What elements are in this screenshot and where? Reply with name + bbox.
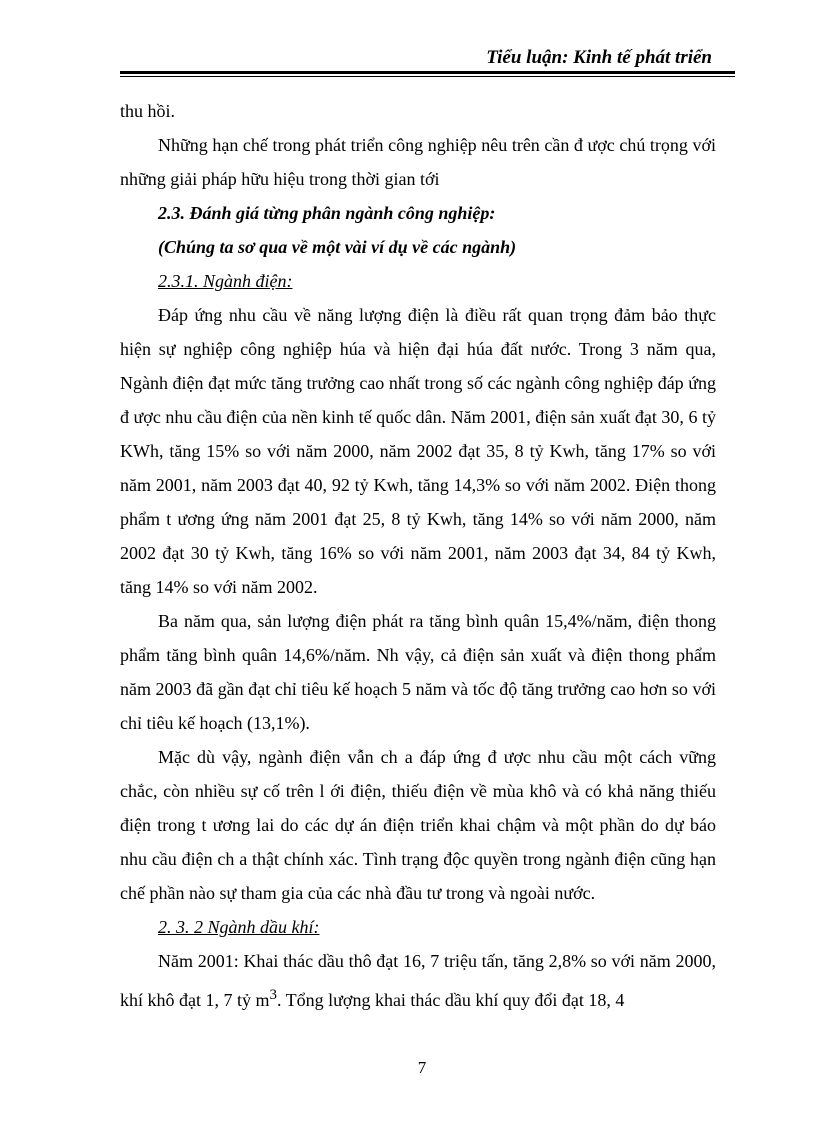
section-heading: 2.3. Đánh giá từng phân ngành công nghiệp:: [158, 203, 496, 223]
body-text: [120, 94, 716, 1017]
paragraph: Những hạn chế trong phát triển công nghiệp nêu trên cần đ ược chú trọng với những giải pháp hữu hiệu trong thời gian tới: [120, 135, 716, 189]
section-subtitle: (Chúng ta sơ qua về một vài ví dụ về các ngành): [158, 237, 517, 257]
superscript: 3: [269, 987, 277, 1003]
paragraph: [120, 944, 716, 1017]
header-title: Tiểu luận: Kinh tế phát triển: [486, 47, 712, 68]
paragraph: Ba năm qua, sản lượng điện phát ra tăng bình quân 15,4%/năm, điện thong phẩm tăng bình quân 14,6%/năm. Nh vậy, cả điện sản xuất và điện thong phẩm năm 2003 đã gần đạt chỉ tiêu kế hoạch 5 năm và tốc độ tăng trưởng cao hơn so với chỉ tiêu kế hoạch (13,1%).: [120, 611, 716, 733]
subsection-heading-electricity: 2.3.1. Ngành điện:: [158, 271, 293, 291]
header-rule-thin: [120, 76, 735, 77]
subsection-heading-oil-gas: 2. 3. 2 Ngành dầu khí:: [158, 917, 320, 937]
paragraph: Mặc dù vậy, ngành điện vẫn ch a đáp ứng đ ược nhu cầu một cách vững chắc, còn nhiều sự cố trên l ới điện, thiếu điện về mùa khô và có khả năng thiếu điện trong t ương lai do các dự án điện triển khai chậm và một phần do dự báo nhu cầu điện ch a thật chính xác. Tình trạng độc quyền trong ngành điện cũng hạn chế phần nào sự tham gia của các nhà đầu tư trong và ngoài nước.: [120, 747, 716, 903]
header-rule-thick: [120, 71, 735, 74]
paragraph-text: . Tổng lượng khai thác dầu khí quy đổi đạt 18, 4: [277, 990, 625, 1010]
paragraph: Đáp ứng nhu cầu về năng lượng điện là điều rất quan trọng đảm bảo thực hiện sự nghiệp công nghiệp húa và hiện đại húa đất nước. Trong 3 năm qua, Ngành điện đạt mức tăng trưởng cao nhất trong số các ngành công nghiệp đáp ứng đ ược nhu cầu điện của nền kinh tế quốc dân. Năm 2001, điện sản xuất đạt 30, 6 tỷ KWh, tăng 15% so với năm 2000, năm 2002 đạt 35, 8 tỷ Kwh, tăng 17% so với năm 2001, năm 2003 đạt 40, 92 tỷ Kwh, tăng 14,3% so với năm 2002. Điện thong phẩm t ương ứng năm 2001 đạt 25, 8 tỷ Kwh, tăng 14% so với năm 2000, năm 2002 đạt 30 tỷ Kwh, tăng 16% so với năm 2001, năm 2003 đạt 34, 84 tỷ Kwh, tăng 14% so với năm 2002.: [120, 305, 716, 597]
paragraph: thu hồi.: [120, 101, 176, 121]
page-number: 7: [417, 1058, 427, 1077]
paragraph-text: Năm 2001: Khai thác dầu thô đạt 16, 7 triệu tấn, tăng 2,8% so với năm 2000, khí khô đạt 1, 7 tỷ m: [120, 951, 716, 1010]
